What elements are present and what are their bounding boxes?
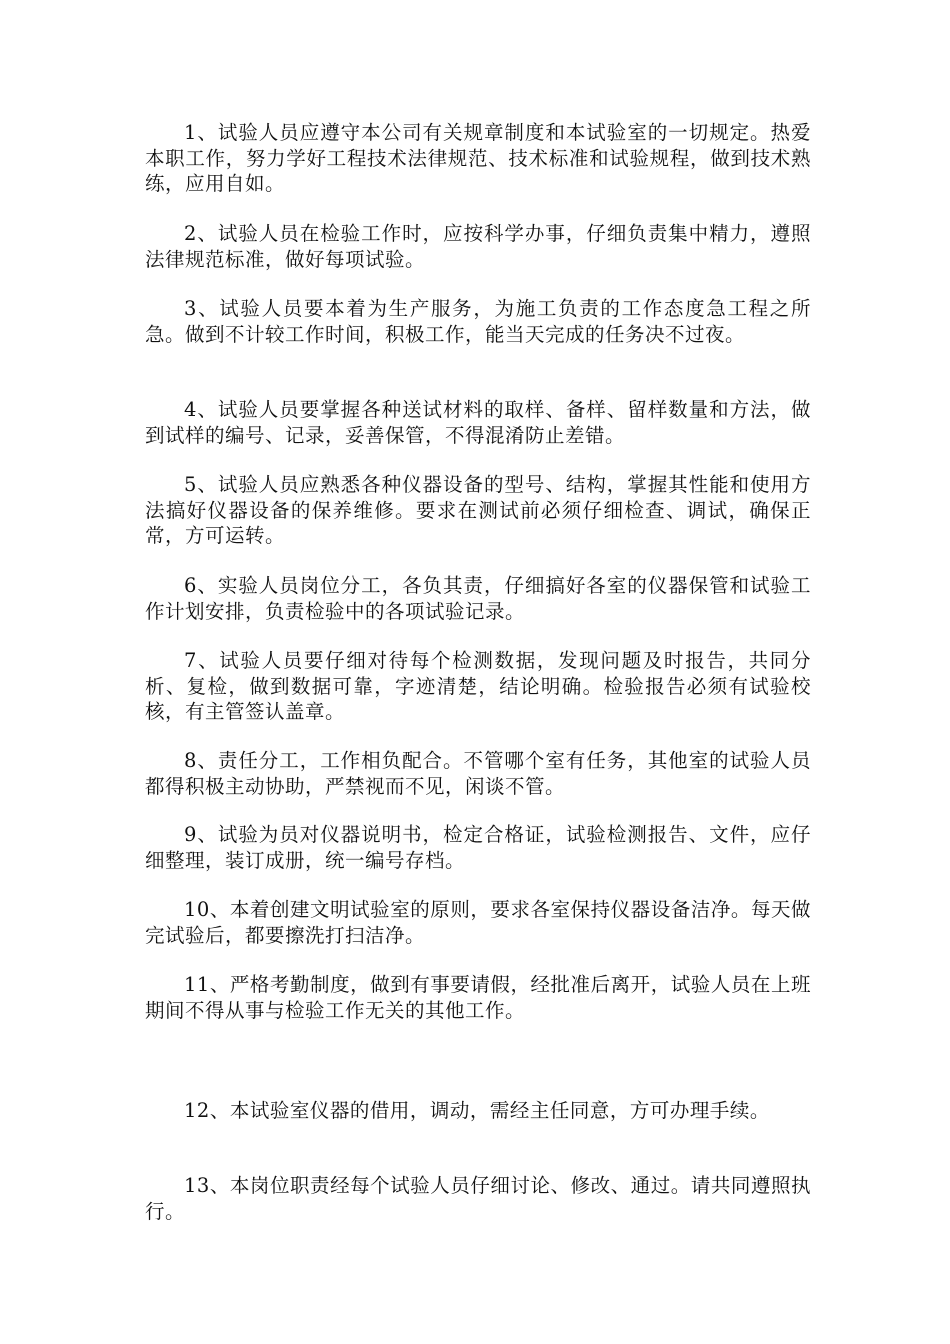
paragraph-1: 1、试验人员应遵守本公司有关规章制度和本试验室的一切规定。热爱本职工作，努力学好工程技术法律规范、技术标准和试验规程，做到技术熟练，应用自如。: [145, 121, 811, 195]
paragraph-2: 2、试验人员在检验工作时，应按科学办事，仔细负责集中精力，遵照法律规范标准，做好每项试验。: [145, 222, 811, 271]
paragraph-9: 9、试验为员对仪器说明书，检定合格证，试验检测报告、文件，应仔细整理，装订成册，统一编号存档。: [145, 823, 811, 872]
paragraph-12: 12、本试验室仪器的借用，调动，需经主任同意，方可办理手续。: [184, 1099, 770, 1122]
paragraph-6: 6、实验人员岗位分工，各负其责，仔细搞好各室的仪器保管和试验工作计划安排，负责检验中的各项试验记录。: [145, 574, 811, 623]
paragraph-3: 3、试验人员要本着为生产服务，为施工负责的工作态度急工程之所急。做到不计较工作时间，积极工作，能当天完成的任务决不过夜。: [145, 297, 811, 346]
paragraph-4: 4、试验人员要掌握各种送试材料的取样、备样、留样数量和方法，做到试样的编号、记录，妥善保管，不得混淆防止差错。: [145, 398, 811, 447]
paragraph-11: 11、严格考勤制度，做到有事要请假，经批准后离开，试验人员在上班期间不得从事与检验工作无关的其他工作。: [145, 973, 811, 1022]
paragraph-7: 7、试验人员要仔细对待每个检测数据，发现问题及时报告，共同分析、复检，做到数据可靠，字迹清楚，结论明确。检验报告必须有试验校核，有主管签认盖章。: [145, 649, 811, 723]
paragraph-10: 10、本着创建文明试验室的原则，要求各室保持仪器设备洁净。每天做完试验后，都要擦洗打扫洁净。: [145, 898, 811, 947]
paragraph-5: 5、试验人员应熟悉各种仪器设备的型号、结构，掌握其性能和使用方法搞好仪器设备的保养维修。要求在测试前必须仔细检查、调试，确保正常，方可运转。: [145, 473, 811, 547]
paragraph-13: 13、本岗位职责经每个试验人员仔细讨论、修改、通过。请共同遵照执行。: [145, 1174, 811, 1223]
paragraph-8: 8、责任分工，工作相负配合。不管哪个室有任务，其他室的试验人员都得积极主动协助，严禁视而不见，闲谈不管。: [145, 749, 811, 798]
